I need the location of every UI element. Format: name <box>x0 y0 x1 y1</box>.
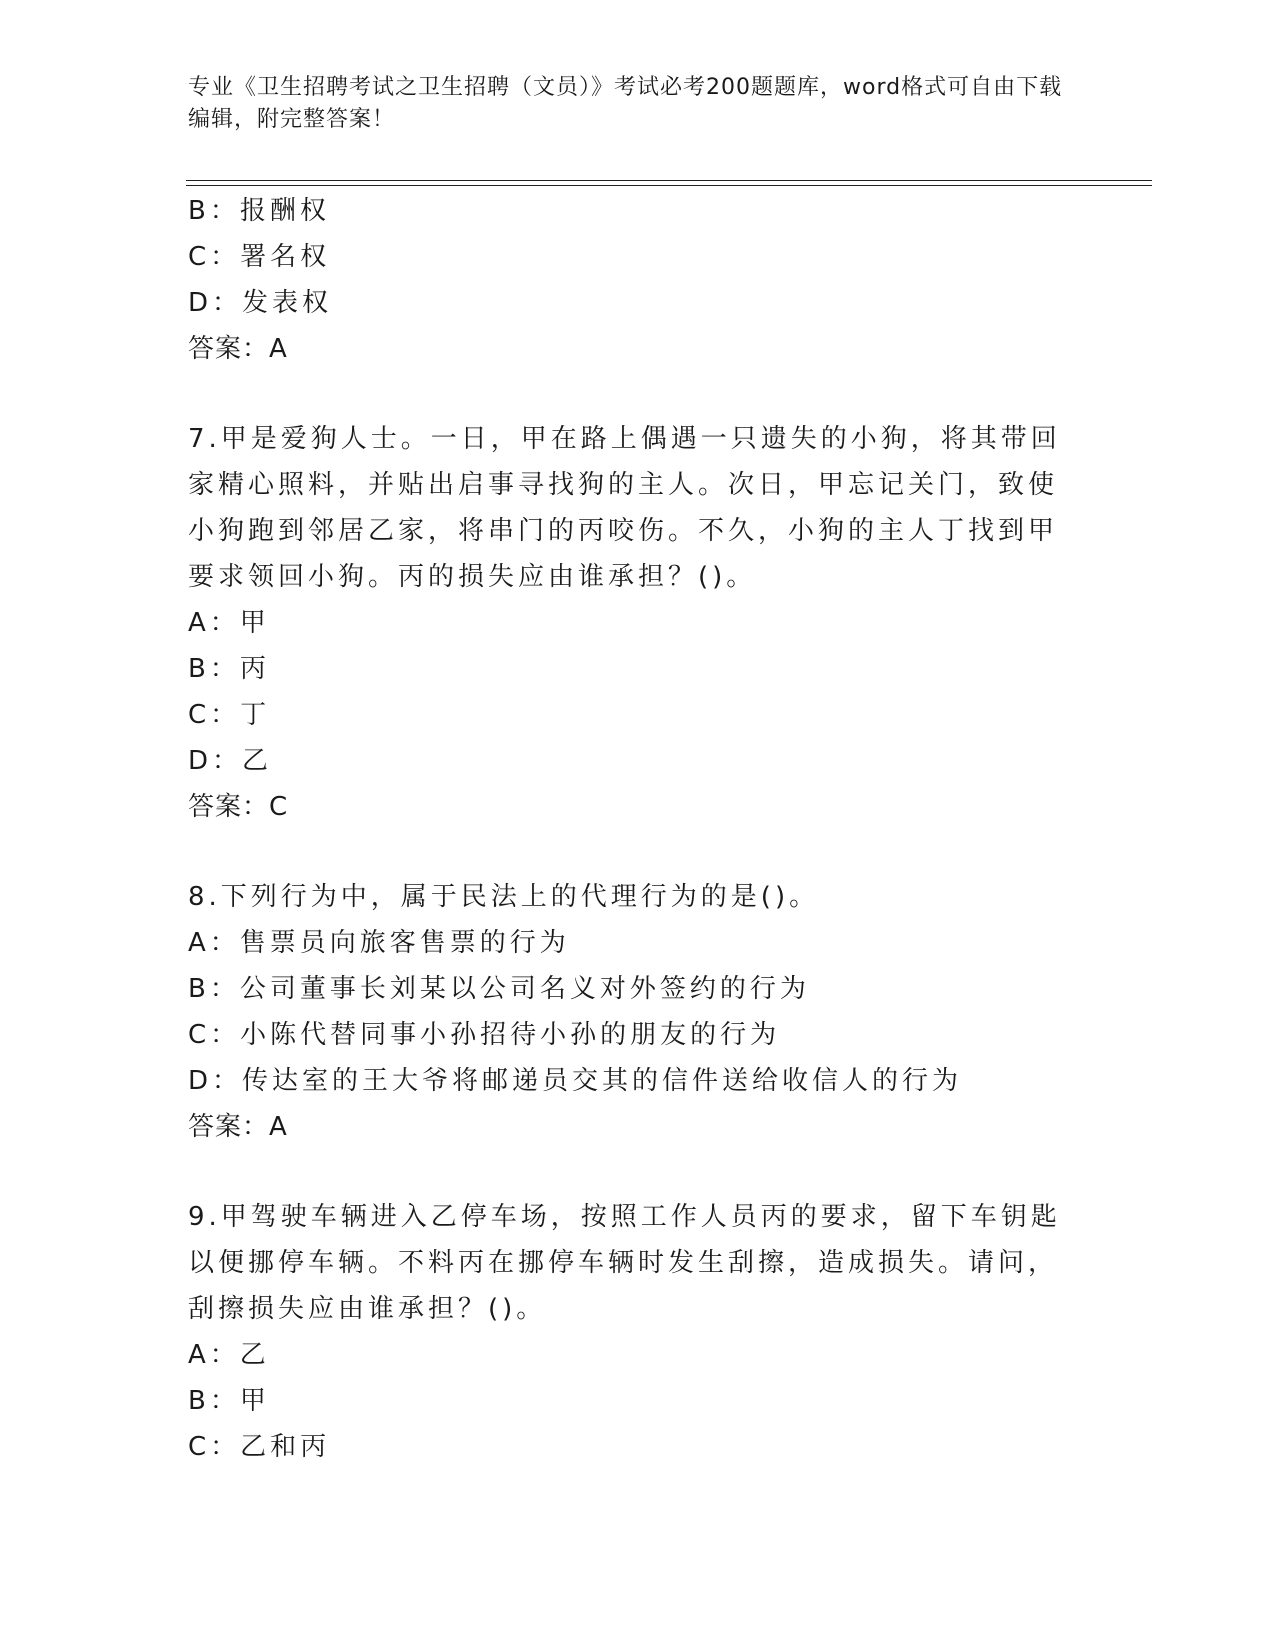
question-text: 7.甲是爱狗人士。一日，甲在路上偶遇一只遗失的小狗，将其带回家精心照料，并贴出启事寻找狗的主人。次日，甲忘记关门，致使小狗跑到邻居乙家，将串门的丙咬伤。不久，小狗的主人丁找到甲要求领回小狗。丙的损失应由谁承担？()。 <box>188 424 1061 592</box>
option-c: C：丁 <box>188 700 271 730</box>
header-divider-top <box>186 180 1152 181</box>
option-b: B：公司董事长刘某以公司名义对外签约的行为 <box>188 974 810 1004</box>
document-body <box>188 188 1068 1470</box>
option-d: D：传达室的王大爷将邮递员交其的信件送给收信人的行为 <box>188 1066 963 1096</box>
option-c: C：小陈代替同事小孙招待小孙的朋友的行为 <box>188 1020 781 1050</box>
option-d: D：发表权 <box>188 288 333 318</box>
question-7 <box>188 416 1068 830</box>
option-a: A：售票员向旅客售票的行为 <box>188 928 570 958</box>
option-d: D：乙 <box>188 746 273 776</box>
answer-line: 答案：A <box>188 1112 288 1142</box>
question-text: 8.下列行为中，属于民法上的代理行为的是()。 <box>188 882 820 912</box>
option-b: B：报酬权 <box>188 196 330 226</box>
option-b: B：丙 <box>188 654 270 684</box>
option-b: B：甲 <box>188 1386 270 1416</box>
option-a: A：乙 <box>188 1340 270 1370</box>
answer-line: 答案：A <box>188 334 288 364</box>
question-text: 9.甲驾驶车辆进入乙停车场，按照工作人员丙的要求，留下车钥匙以便挪停车辆。不料丙在挪停车辆时发生刮擦，造成损失。请问，刮擦损失应由谁承担？()。 <box>188 1202 1061 1324</box>
question-8 <box>188 874 1068 1150</box>
question-9 <box>188 1194 1068 1470</box>
option-a: A：甲 <box>188 608 270 638</box>
page-header-text: 专业《卫生招聘考试之卫生招聘（文员）》考试必考200题题库，word格式可自由下载编辑，附完整答案！ <box>188 75 1063 132</box>
answer-line: 答案：C <box>188 792 289 822</box>
option-c: C：署名权 <box>188 242 331 272</box>
prev-question-block <box>188 188 1068 372</box>
header-divider-bottom <box>186 185 1152 186</box>
option-c: C：乙和丙 <box>188 1432 331 1462</box>
